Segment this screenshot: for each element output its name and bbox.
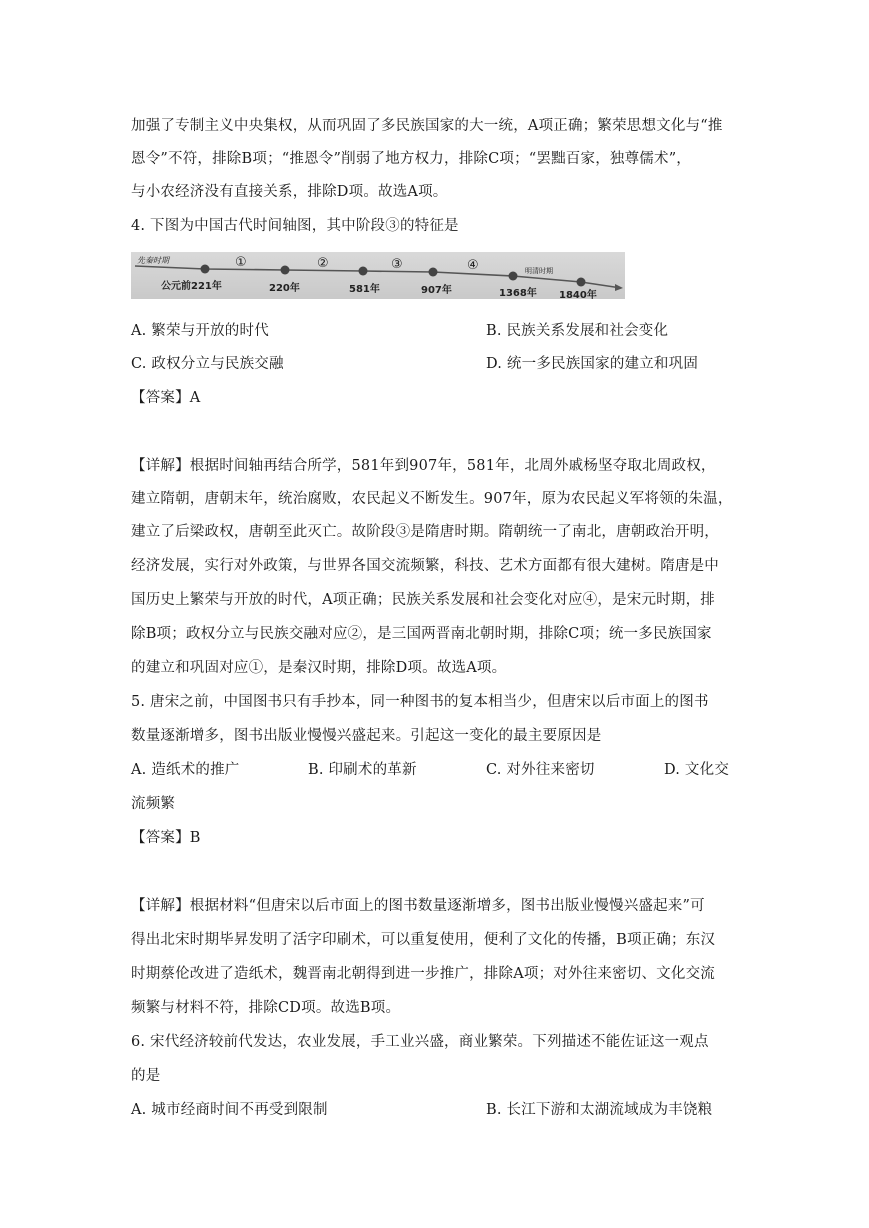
paragraph-line: 与小农经济没有直接关系，排除D项。故选A项。 [131,184,448,200]
stage-label: ② [317,256,329,271]
stage-label: ③ [391,257,403,272]
option-b: B. 民族关系发展和社会变化 [486,323,669,339]
year-label: 907年 [421,285,452,296]
year-label: 220年 [269,283,300,294]
paragraph-line: 加强了专制主义中央集权，从而巩固了多民族国家的大一统，A项正确；繁荣思想文化与“推 [131,118,723,134]
year-label: 1368年 [499,288,537,299]
option-d: D. 文化交 [664,762,730,778]
timeline-node [359,267,368,276]
option-a: A. 繁荣与开放的时代 [131,323,269,339]
timeline-node [577,278,586,287]
option-c: C. 对外往来密切 [486,762,595,778]
option-c: C. 政权分立与民族交融 [131,356,284,372]
question-5-stem: 数量逐渐增多，图书出版业慢慢兴盛起来。引起这一变化的最主要原因是 [131,728,602,744]
timeline-node [281,266,290,275]
detail-line: 【详解】根据材料“但唐宋以后市面上的图书数量逐渐增多，图书出版业慢慢兴盛起来”可 [131,898,705,914]
detail-line: 【详解】根据时间轴再结合所学，581年到907年，581年，北周外戚杨坚夺取北周政权， [131,458,716,474]
answer-label: 【答案】B [131,830,201,846]
detail-line: 建立隋朝，唐朝末年，统治腐败，农民起义不断发生。907年，原为农民起义军将领的朱温， [131,491,733,507]
detail-line: 时期蔡伦改进了造纸术，魏晋南北朝得到进一步推广，排除A项；对外往来密切、文化交流 [131,966,715,982]
question-6-stem: 的是 [131,1068,161,1084]
year-label: 581年 [349,284,380,295]
paragraph-line: 恩令”不符，排除B项；“推恩令”削弱了地方权力，排除C项；“罢黜百家，独尊儒术”， [131,151,692,167]
year-label: 公元前221年 [161,281,222,292]
option-b: B. 长江下游和太湖流域成为丰饶粮 [486,1102,713,1118]
question-5-stem: 5. 唐宋之前，中国图书只有手抄本，同一种图书的复本相当少，但唐宋以后市面上的图书 [131,694,709,710]
detail-line: 经济发展，实行对外政策，与世界各国交流频繁，科技、艺术方面都有很大建树。隋唐是中 [131,558,719,574]
detail-line: 频繁与材料不符，排除CD项。故选B项。 [131,1000,401,1016]
option-a: A. 造纸术的推广 [131,762,240,778]
option-d: D. 统一多民族国家的建立和巩固 [486,356,699,372]
detail-line: 除B项；政权分立与民族交融对应②，是三国两晋南北朝时期，排除C项；统一多民族国家 [131,626,712,642]
stage-label: ④ [467,258,479,273]
detail-line: 得出北宋时期毕昇发明了活字印刷术，可以重复使用，便利了文化的传播，B项正确；东汉 [131,932,716,948]
detail-line: 国历史上繁荣与开放的时代，A项正确；民族关系发展和社会变化对应④，是宋元时期，排 [131,592,715,608]
answer-label: 【答案】A [131,390,201,406]
timeline-start-label: 先秦时期 [137,256,169,265]
option-a: A. 城市经商时间不再受到限制 [131,1102,328,1118]
option-b: B. 印刷术的革新 [308,762,417,778]
arrow-head-icon [615,284,623,291]
year-label: 1840年 [559,290,597,299]
question-4-stem: 4. 下图为中国古代时间轴图，其中阶段③的特征是 [131,218,459,234]
question-6-stem: 6. 宋代经济较前代发达，农业发展，手工业兴盛，商业繁荣。下列描述不能佐证这一观点 [131,1034,709,1050]
timeline-node [429,268,438,277]
option-d-continued: 流频繁 [131,796,176,812]
timeline-figure [131,252,625,299]
detail-line: 的建立和巩固对应①，是秦汉时期，排除D项。故选A项。 [131,660,507,676]
timeline-end-label: 明清时期 [525,267,553,275]
detail-line: 建立了后梁政权，唐朝至此灭亡。故阶段③是隋唐时期。隋朝统一了南北，唐朝政治开明， [131,524,719,540]
timeline-node [509,272,518,281]
stage-label: ① [235,255,247,270]
timeline-node [201,265,210,274]
